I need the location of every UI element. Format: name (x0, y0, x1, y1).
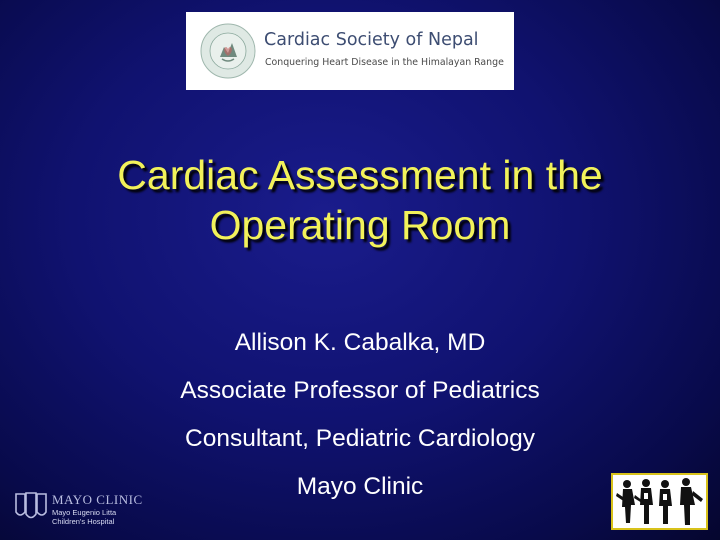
author-position: Consultant, Pediatric Cardiology (185, 425, 535, 452)
mayo-sub-line-2: Children's Hospital (52, 517, 115, 526)
mayo-shield-icon (14, 492, 48, 522)
society-seal-icon (200, 23, 256, 79)
slide-title (40, 150, 680, 250)
mayo-name: MAYO CLINIC (52, 492, 143, 507)
author-role: Associate Professor of Pediatrics (180, 377, 540, 404)
author-name: Allison K. Cabalka, MD (234, 329, 486, 356)
mayo-subtitle (52, 508, 116, 526)
figures-illustration (611, 473, 708, 530)
author-institution: Mayo Clinic (296, 473, 424, 500)
silhouette-figures-icon (613, 475, 706, 528)
mayo-sub-line-1: Mayo Eugenio Litta (52, 508, 117, 517)
title-line-2: Operating Room (209, 202, 511, 248)
society-tagline: Conquering Heart Disease in the Himalayan Range (265, 57, 504, 68)
mayo-clinic-logo (14, 490, 164, 530)
society-name: Cardiac Society of Nepal (264, 30, 479, 50)
title-line-1: Cardiac Assessment in the (117, 152, 603, 198)
cardiac-society-logo (186, 12, 514, 90)
